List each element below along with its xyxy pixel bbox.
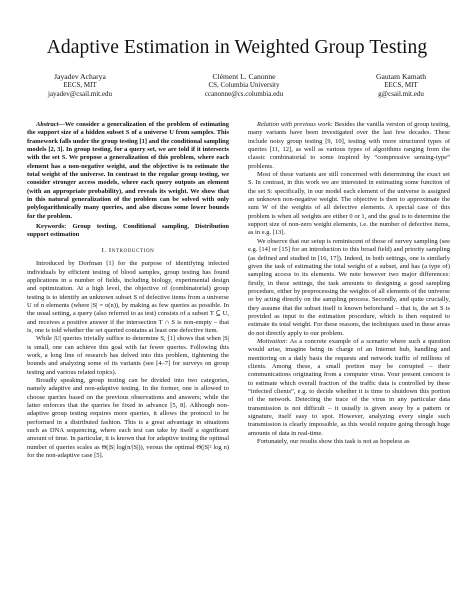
keywords-text: Group testing, Conditional sampling, Distribution support estimation [27, 223, 230, 239]
author-2 [205, 73, 283, 98]
author-block [48, 73, 426, 98]
body-paragraph [248, 121, 450, 171]
paragraph-text: We observe that our setup is reminiscent of those of survey sampling (see e.g. [14] or [15] for an introduction to this broad field) and priority sampling (as defined and studied in [16, 17]). Indeed, in both settings, one is similarly given the task of estimating the total weight of a subset, and has (a type of) sampling access to its elements. We note however two major differences: firstly, in these settings, the task amounts to designing a good sampling procedure, either by preprocessing the weights of all elements of the universe or by acting directly on the sampling process. Secondly, and quite crucially, they assume that the subset itself is known beforehand – that is, the set S is provided as input to the estimation procedure, which is then required to estimate its total weight. For these reasons, the techniques used in these areas do not directly apply to our problem. [248, 237, 450, 337]
author-email: ccanonne@cs.columbia.edu [204, 89, 284, 98]
author-name: Gautam Kamath [376, 72, 426, 81]
body-paragraph: Introduced by Dorfman [1] for the purpose of identifying infected individuals by efficient testing of blood samples, group testing has found applications in a number of fields, including biology, experimental design and optimization. At a high level, the objective of (combinatorial) group testing is to identify an unknown subset S of defective items from a universe U of n elements (where |S| = o(n)), by making as few queries as possible. In the usual setting, a query (also referred to as test) consists of a subset T ⊆ U, and receives a positive answer if the intersection T ∩ S is non-empty – that is, one is told whether the set queried contains at least one defective item. [27, 260, 229, 334]
paragraph-lead: Relation with previous work: [257, 121, 333, 128]
abstract [27, 121, 229, 221]
author-name: Clément L. Canonne [212, 72, 276, 81]
author-affiliation: EECS, MIT [384, 81, 418, 90]
paragraph-lead: Motivation: [257, 337, 288, 345]
author-3 [376, 73, 426, 98]
right-column [248, 121, 450, 446]
author-email: g@csail.mit.edu [378, 89, 424, 98]
paragraph-text: Besides the vanilla version of group testing, many variants have been investigated over the last few decades. These include noisy group testing [9, 10], testing with more structured types of queries [11, 12], as well as various types of algorithms ranging from the classic combinatorial to some inspired by “compressive sensing-type” problems. [248, 121, 450, 170]
body-paragraph [248, 338, 450, 438]
body-paragraph [248, 438, 450, 446]
abstract-label: Abstract [36, 121, 59, 128]
author-affiliation: CS, Columbia University [208, 81, 280, 90]
author-affiliation: EECS, MIT [63, 81, 97, 90]
author-1 [48, 73, 112, 98]
body-paragraph: Broadly speaking, group testing can be divided into two categories, namely adaptive and non-adaptive testing. In the former, one is allowed to choose queries based on the previous observations and answers; while the latter enforces that the queries be fixed in advance [5, 8]. Although non-adaptive group testing requires more queries, it allows the protocol to be performed in a distributed fashion. This is a great advantage in situations such as DNA sequencing, where each test can take by itself a significant amount of time. In particular, it is known that for adaptive testing the optimal number of queries scales as Θ(|S| log(n/|S|)), versus the optimal Θ(|S|² log n) for the non-adaptive case [5]. [27, 376, 229, 460]
author-email: jayadev@csail.mit.edu [48, 89, 112, 98]
keywords-label: Keywords: [36, 223, 67, 231]
author-name: Jayadev Acharya [54, 72, 106, 81]
paragraph-text: Fortunately, our results show this task is not as hopeless as [257, 438, 410, 446]
body-paragraph [248, 238, 450, 338]
left-column [27, 121, 229, 460]
section-heading: I. Introduction [101, 246, 155, 254]
abstract-text: —We consider a generalization of the problem of estimating the support size of a hidden subset S of a universe U from samples. This framework falls under the group testing [1] and the conditional sampling models [2, 3]. In group testing, for a query set, we are told if it intersects with the set S. We propose a generalization of this problem, where each element has a non-negative weight, and the objective is to estimate the total weight of the universe. In contrast to the regular group testing, we consider stronger access models, where each query outputs an element (with an appropriate probability), and reveals its weight. We show that in this natural generalization of the problem can be solved with only polylogarithmically many queries, and also discuss some lower bounds for the problem. [27, 121, 229, 220]
body-paragraph [248, 171, 450, 238]
paragraph-text: Most of these variants are still concerned with determining the exact set S. In contrast, in this work we are interested in estimating some function of the set S: specifically, in our model each element of the universe is assigned an unknown non-negative weight. The objective is then to approximate the sum W of the weights of all defective elements. A special case of this problem is when all weights are either 0 or 1, and the goal is to determine the support size of non-zero weight elements, i.e. the number of defective items, as in e.g. [13]. [248, 171, 450, 237]
paper-title: Adaptive Estimation in Weighted Group Testing [46, 37, 428, 58]
paragraph-text: As a concrete example of a scenario where such a question would arise, imagine being in charge of an Internet hub, handling and monitoring on a daily basis the requests and network traffic of millions of clients. Among these, a small portion may be corrupted – their communications originating from a computer virus. Your present concern is to estimate which overall fraction of the traffic data is controlled by these “infected clients”, e.g. to decide whether it is time to shutdown this portion of the network. Detecting the trace of the virus in any particular data transmission is not difficult – it usually is given away by a pattern or signature, itself easy to spot. However, analyzing every single such transmission is clearly impossible, as this would require going through huge amounts of data in real-time. [248, 337, 450, 437]
body-paragraph: While |U| queries trivially suffice to determine S, [1] shows that when |S| is small, one can achieve this goal with far fewer queries. Following this work, a long line of research has delved into this problem, tightening the bounds and analyzing some of its variants (see [4–7] for surveys on group testing and various related topics). [27, 335, 229, 376]
keywords [27, 223, 229, 240]
